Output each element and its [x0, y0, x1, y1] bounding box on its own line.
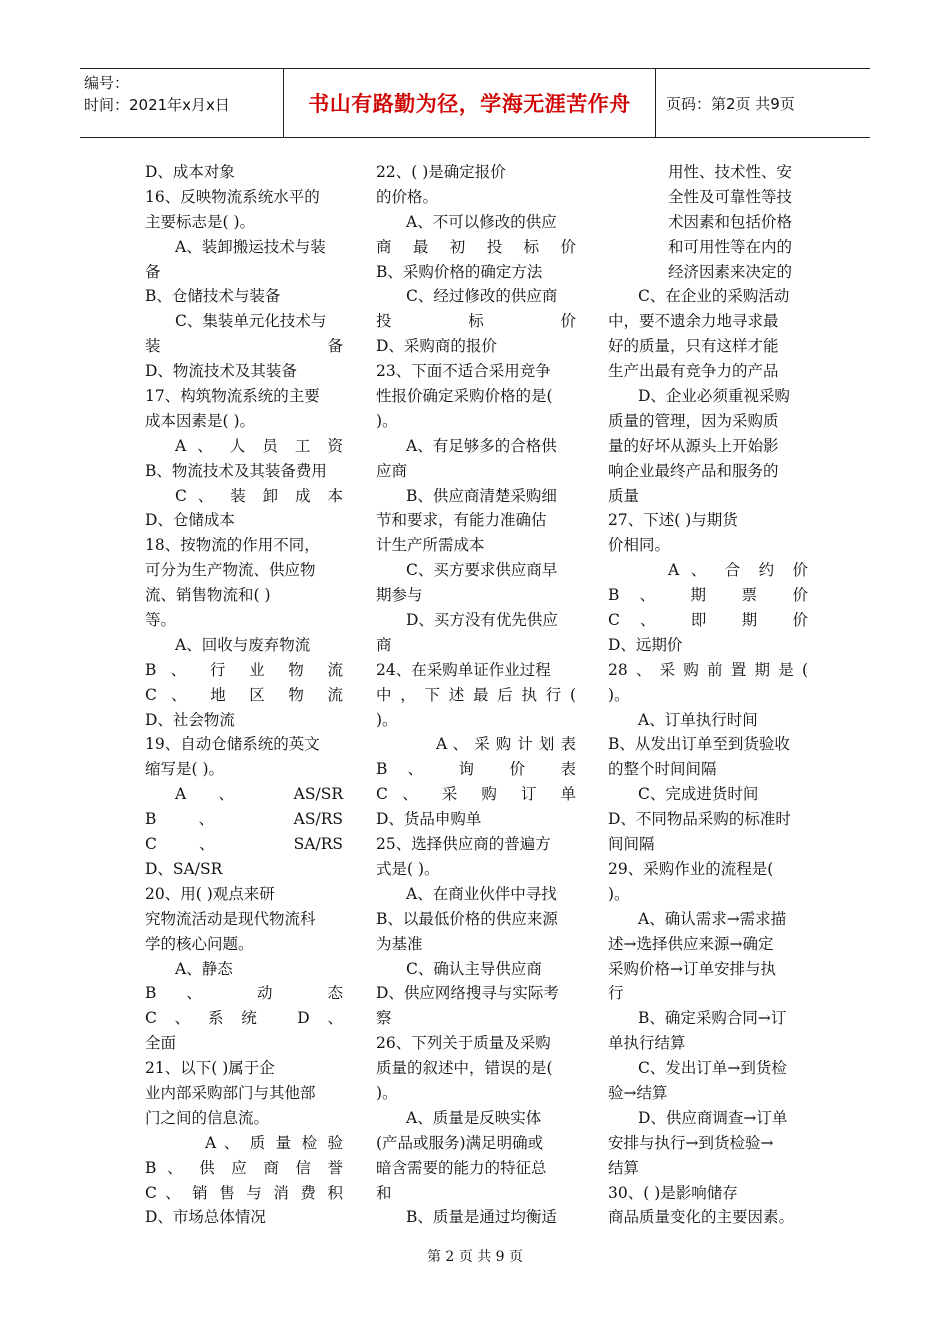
text-line: 全面	[145, 1034, 177, 1053]
text-line: D、买方没有优先供应	[406, 611, 558, 630]
text-line: 质量的叙述中，错误的是(	[376, 1059, 553, 1078]
text-column-3	[608, 160, 808, 1230]
text-line: 投 标 价	[376, 312, 576, 331]
text-line: C 、 采 购 订 单	[376, 785, 576, 804]
text-line: )。	[376, 411, 398, 430]
text-line: 商	[376, 635, 392, 654]
text-line: C、系统 D、	[145, 1009, 343, 1028]
text-line: B 、 动 态	[145, 984, 343, 1003]
text-line: D、货品申购单	[376, 810, 482, 829]
text-line: B 、 期 票 价	[608, 586, 808, 605]
text-line: 性报价确定采购价格的是(	[376, 387, 553, 406]
text-line: 商 最 初 投 标 价	[376, 237, 576, 256]
page-header	[80, 68, 870, 138]
header-motto-cell	[284, 69, 656, 137]
text-line: A 、 人 员 工 资	[175, 436, 343, 455]
text-line: 21、以下( )属于企	[145, 1059, 275, 1078]
text-line: C、经过修改的供应商	[406, 287, 558, 306]
text-line: 业内部采购部门与其他部	[145, 1083, 316, 1102]
text-line: 门之间的信息流。	[145, 1108, 270, 1127]
text-line: B 、 AS/RS	[145, 810, 343, 829]
text-line: B 、 供 应 商 信 誉	[145, 1158, 343, 1177]
text-line: )。	[376, 710, 398, 729]
text-line: 用性、技术性、安	[668, 163, 793, 181]
text-column-1	[145, 160, 343, 1230]
text-line: B、供应商清楚采购细	[406, 486, 557, 505]
text-line: 可分为生产物流、供应物	[145, 561, 316, 580]
text-line: C、完成进货时间	[638, 785, 759, 804]
text-line: 全性及可靠性等技	[668, 187, 793, 206]
text-column-2	[376, 160, 576, 1230]
text-line: 质量	[608, 486, 640, 505]
text-line: 24、在采购单证作业过程	[376, 660, 551, 679]
text-line: 响企业最终产品和服务的	[608, 461, 779, 480]
text-line: 17、构筑物流系统的主要	[145, 387, 320, 406]
text-line: A、在商业伙伴中寻找	[406, 884, 557, 903]
text-line: 25、选择供应商的普遍方	[376, 835, 551, 854]
text-line: 主要标志是( )。	[145, 212, 256, 231]
text-line: A、订单执行时间	[638, 710, 758, 729]
text-line: 18、按物流的作用不同，	[145, 536, 320, 555]
text-line: 节和要求，有能力准确估	[376, 511, 547, 530]
text-line: D、物流技术及其装备	[145, 362, 297, 381]
text-line: C、集装单元化技术与	[175, 312, 327, 331]
text-line: B、仓储技术与装备	[145, 287, 281, 306]
time-label: 时间：2021年x月x日	[84, 96, 230, 114]
text-line: 式是( )。	[376, 859, 440, 878]
text-line: 单执行结算	[608, 1034, 686, 1053]
text-line: A 、 质 量 检 验	[205, 1133, 343, 1152]
text-line: D、社会物流	[145, 710, 235, 729]
text-line: 29、采购作业的流程是(	[608, 859, 774, 878]
text-line: B、质量是通过均衡适	[406, 1208, 557, 1227]
text-line: 期参与	[376, 586, 423, 605]
text-line: D、远期价	[608, 635, 683, 654]
page-label: 页码：第2页 共9页	[666, 94, 795, 113]
text-line: 中，要不遗余力地寻求最	[608, 312, 779, 331]
serial-label: 编号：	[84, 74, 130, 92]
text-line: C 、 即 期 价	[608, 611, 808, 630]
text-line: 等。	[145, 611, 177, 630]
text-line: 价相同。	[608, 536, 671, 555]
text-line: D、市场总体情况	[145, 1208, 266, 1227]
text-line: 23、下面不适合采用竞争	[376, 362, 551, 381]
text-line: 缩写是( )。	[145, 760, 225, 779]
text-line: C、确认主导供应商	[406, 959, 542, 978]
text-line: )。	[376, 1083, 398, 1102]
text-line: B 、 询 价 表	[376, 760, 576, 779]
text-line: 应商	[376, 461, 408, 480]
text-line: 学的核心问题。	[145, 934, 254, 953]
text-line: 28、采购前置期是(	[608, 660, 808, 679]
text-line: D、供应商调查→订单	[638, 1108, 788, 1127]
text-line: 术因素和包括价格	[668, 212, 793, 231]
text-line: 采购价格→订单安排与执	[608, 959, 776, 978]
text-line: 述→选择供应来源→确定	[608, 934, 774, 953]
text-line: 生产出最有竞争力的产品	[608, 362, 779, 381]
text-line: B、确定采购合同→订	[638, 1009, 787, 1028]
text-line: 中，下述最后执行(	[376, 685, 576, 704]
text-line: A、静态	[175, 959, 233, 978]
text-line: 商品质量变化的主要因素。	[608, 1208, 795, 1227]
text-line: A、装卸搬运技术与装	[175, 237, 326, 256]
text-line: 量的好坏从源头上开始影	[608, 436, 779, 455]
text-line: )。	[608, 884, 630, 903]
text-line: A、质量是反映实体	[406, 1108, 542, 1127]
text-line: 备	[145, 262, 161, 281]
text-line: C 、 SA/RS	[145, 835, 343, 854]
text-line: 装 备	[145, 337, 343, 356]
text-line: D、企业必须重视采购	[638, 387, 790, 406]
text-line: 成本因素是( )。	[145, 411, 256, 430]
motto: 书山有路勤为径，学海无涯苦作舟	[308, 92, 631, 116]
header-page-cell	[656, 69, 870, 137]
text-line: 察	[376, 1009, 392, 1028]
page-footer: 第 2 页 共 9 页	[426, 1249, 524, 1265]
text-line: )。	[608, 685, 630, 704]
text-line: 间间隔	[608, 835, 655, 854]
text-line: C、买方要求供应商早	[406, 561, 558, 580]
text-line: C、发出订单→到货检	[638, 1059, 787, 1078]
text-line: 27、下述( )与期货	[608, 511, 738, 530]
text-line: A、不可以修改的供应	[406, 212, 557, 231]
header-meta	[80, 69, 284, 137]
text-line: B、从发出订单至到货验收	[608, 735, 790, 754]
text-line: D、不同物品采购的标准时	[608, 810, 791, 829]
text-line: B、物流技术及其装备费用	[145, 461, 327, 480]
text-line: A、回收与废弃物流	[175, 635, 311, 654]
text-line: 20、用( )观点来研	[145, 884, 275, 903]
text-line: 安排与执行→到货检验→	[608, 1133, 774, 1152]
text-line: C 、 装 卸 成 本	[175, 486, 343, 505]
text-line: 质量的管理，因为采购质	[608, 411, 779, 430]
text-line: A 、 采 购 计 划 表	[436, 735, 576, 754]
text-line: D、SA/SR	[145, 859, 223, 878]
text-line: 经济因素来决定的	[668, 262, 793, 281]
text-line: 好的质量，只有这样才能	[608, 337, 779, 356]
text-line: 和可用性等在内的	[668, 237, 793, 256]
text-line: D、供应网络搜寻与实际考	[376, 984, 559, 1003]
text-line: D、采购商的报价	[376, 337, 497, 356]
text-line: 的价格。	[376, 187, 439, 206]
text-line: 16、反映物流系统水平的	[145, 187, 320, 206]
text-line: D、仓储成本	[145, 511, 235, 530]
text-line: 验→结算	[608, 1083, 668, 1102]
text-line: 26、下列关于质量及采购	[376, 1034, 551, 1053]
text-line: 30、( )是影响储存	[608, 1183, 738, 1202]
text-line: 行	[608, 984, 624, 1003]
text-line: A、有足够多的合格供	[406, 436, 557, 455]
text-line: 计生产所需成本	[376, 536, 485, 555]
text-line: D、成本对象	[145, 163, 235, 181]
text-line: 22、( )是确定报价	[376, 163, 506, 181]
text-line: B、采购价格的确定方法	[376, 262, 543, 281]
text-line: 19、自动仓储系统的英文	[145, 735, 320, 754]
text-line: 结算	[608, 1158, 640, 1177]
text-line: C 、 地 区 物 流	[145, 685, 343, 704]
text-line: B、以最低价格的供应来源	[376, 909, 558, 928]
text-line: 和	[376, 1183, 392, 1202]
text-line: A、确认需求→需求描	[638, 909, 787, 928]
text-line: B 、 行 业 物 流	[145, 660, 343, 679]
text-line: 流、销售物流和( )	[145, 586, 271, 605]
text-line: (产品或服务)满足明确或	[376, 1133, 544, 1152]
text-line: A 、 合 约 价	[668, 561, 808, 580]
text-line: A 、 AS/SR	[175, 785, 343, 804]
text-line: 的整个时间间隔	[608, 760, 717, 779]
text-line: C、在企业的采购活动	[638, 287, 790, 306]
text-line: C 、 销 售 与 消 费 积	[145, 1183, 343, 1202]
text-line: 为基准	[376, 934, 423, 953]
text-line: 暗含需要的能力的特征总	[376, 1158, 547, 1177]
text-line: 究物流活动是现代物流科	[145, 909, 316, 928]
